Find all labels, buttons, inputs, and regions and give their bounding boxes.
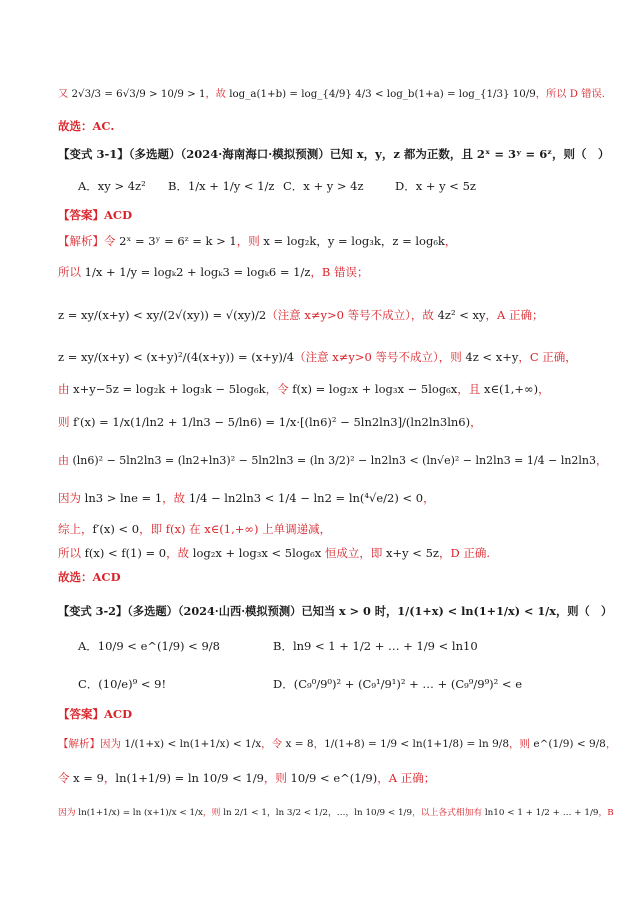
option-32-a: A．10/9 < e^(1/9) < 9/8 (78, 639, 220, 653)
line-l01-part: 2√3/3 = 6√3/9 > 10/9 > 1 (71, 88, 206, 100)
line-l10-part: x+y−5z = log₂k + log₃k − 5log₆k (73, 382, 266, 396)
line-l23-part: ln 2/1 < 1，ln 3/2 < 1/2，…，ln 10/9 < 1/9 (223, 808, 413, 818)
line-l21-part: 【解析】因为 (58, 738, 125, 750)
line-l11 (58, 414, 612, 430)
line-l07-part: ，B 错误； (310, 265, 369, 279)
option-31-b: B．1/x + 1/y < 1/z (168, 179, 275, 193)
line-l12-part: ， (596, 454, 608, 467)
line-l06-part: 【解析】令 (58, 234, 120, 248)
line-l21-part: 1/(1+x) < ln(1+1/x) < 1/x (124, 738, 262, 750)
line-l15-part: ，故 (166, 546, 193, 560)
line-l10-part: ，且 (457, 382, 484, 396)
line-l09-part: （注意 x≠y>0 等号不成立），则 (294, 350, 466, 364)
line-l14-part: ，即 f(x) 在 x∈(1,+∞) 上单调递减， (139, 522, 332, 536)
line-l06-part: 2ˣ = 3ʸ = 6ᶻ = k > 1 (119, 234, 237, 248)
line-l22-part: 令 (58, 771, 74, 785)
line-l01-part: ，所以 D 错误. (535, 88, 606, 100)
line-l08-part: z = xy/(x+y) < xy/(2√(xy)) = √(xy)/2 (58, 308, 267, 322)
line-l23-part: 因为 (58, 808, 79, 818)
line-l15-part: ，D 正确. (438, 546, 490, 560)
option-31-c: C．x + y > 4z (283, 179, 364, 193)
option-32-b: B．ln9 < 1 + 1/2 + … + 1/9 < ln10 (273, 639, 478, 653)
line-l13-part: ，故 (162, 491, 189, 505)
line-l14 (58, 521, 612, 537)
line-l23-part: ，以上各式相加有 (412, 808, 485, 818)
line-l11-part: 则 (58, 415, 74, 429)
line-l10 (58, 381, 612, 397)
line-l15-part: x+y < 5z (386, 546, 439, 560)
line-l12 (58, 453, 612, 469)
line-l21-part: x = 8 (285, 738, 314, 750)
option-32-d: D．(C₉⁰/9⁰)² + (C₉¹/9¹)² + … + (C₉⁹/9⁹)² < e (273, 677, 523, 691)
line-l09-part: 4z < x+y (465, 350, 519, 364)
line-l23-part: ，则 (202, 808, 224, 818)
line-l13-part: 1/4 − ln2ln3 < 1/4 − ln2 = ln(⁴√e/2) < 0 (188, 491, 424, 505)
line-l06-part: ，则 (236, 234, 264, 248)
line-l05-part: 【答案】ACD (58, 208, 133, 222)
line-l15-part: 所以 (58, 546, 85, 560)
line-l16 (58, 569, 612, 585)
line-l22 (58, 770, 612, 786)
line-l15-part: f(x) < f(1) = 0 (84, 546, 167, 560)
line-l06-part: ， (444, 234, 457, 248)
line-l01-part: ，故 (205, 88, 230, 100)
line-l08 (58, 307, 612, 323)
line-l22-part: ，则 (263, 771, 291, 785)
line-l15-part: 恒成立，即 (321, 546, 386, 560)
line-l21-part: 1/(1+8) = 1/9 < ln(1+1/8) = ln 9/8 (324, 738, 510, 750)
line-l20 (58, 706, 612, 722)
line-l07 (58, 264, 612, 280)
line-l07-part: 所以 (58, 265, 85, 279)
line-l11-part: ， (470, 415, 482, 429)
line-l23-part: ln(1+1/x) = ln (x+1)/x < 1/x (78, 808, 203, 818)
line-l15 (58, 545, 612, 561)
line-l12-part: 由 (58, 454, 73, 467)
line-l21-part: ， (605, 738, 617, 750)
line-l23-part: ，B (598, 808, 614, 818)
line-l03 (58, 146, 612, 162)
option-31-d: D．x + y < 5z (395, 179, 476, 193)
line-l21-part: ，令 (261, 738, 286, 750)
line-l09-part: ，C 正确， (518, 350, 577, 364)
line-l11-part: f′(x) = 1/x(1/ln2 + 1/ln3 − 5/ln6) = 1/x·[(ln6)² − 5ln2ln3]/(ln2ln3ln6) (73, 415, 471, 429)
line-l09-part: z = xy/(x+y) < (x+y)²/(4(x+y)) = (x+y)/4 (58, 350, 295, 364)
line-l10-part: ，令 (265, 382, 293, 396)
line-l14-part: 综上， (58, 522, 93, 536)
line-l01-part: 又 (58, 88, 72, 100)
line-l08-part: 4z² < xy (437, 308, 486, 322)
line-l23 (58, 805, 612, 821)
line-l21 (58, 736, 617, 752)
line-l14-part: f′(x) < 0 (92, 522, 140, 536)
line-l23-part: ln10 < 1 + 1/2 + … + 1/9 (484, 808, 599, 818)
line-l07-part: 1/x + 1/y = logₖ2 + logₖ3 = logₖ6 = 1/z (84, 265, 311, 279)
line-l08-part: （注意 x≠y>0 等号不成立），故 (266, 308, 438, 322)
line-l17-part: 【变式 3-2】（多选题）（2024·山西·模拟预测）已知当 x > 0 时，1/(1+x) < ln(1+1/x) < 1/x，则（ ） (58, 604, 613, 618)
line-l13-part: 因为 (58, 491, 85, 505)
line-l06 (58, 233, 612, 249)
line-l10-part: x∈(1,+∞) (483, 382, 539, 396)
line-l21-part: ， (313, 738, 325, 750)
line-l13-part: ln3 > lne = 1 (84, 491, 163, 505)
line-l15-part: log₂x + log₃x < 5log₆x (192, 546, 322, 560)
line-l08-part: ，A 正确； (485, 308, 544, 322)
line-l01-part: log_a(1+b) = log_{4/9} 4/3 < log_b(1+a) = log_{1/3} 10/9 (229, 88, 536, 100)
line-l21-part: ，则 (509, 738, 534, 750)
line-l02-part: 故选：AC. (58, 119, 115, 133)
line-l17 (58, 603, 612, 619)
line-l22-part: ，A 正确； (377, 771, 436, 785)
line-l05 (58, 207, 612, 223)
line-l13 (58, 490, 612, 506)
line-l22-part: 10/9 < e^(1/9) (290, 771, 378, 785)
line-l10-part: f(x) = log₂x + log₃x − 5log₆x (292, 382, 458, 396)
option-32-c: C．(10/e)⁹ < 9! (78, 677, 167, 691)
line-l09 (58, 349, 612, 365)
line-l10-part: ， (538, 382, 550, 396)
line-l02 (58, 118, 612, 134)
line-l22-part: x = 9 (73, 771, 104, 785)
line-l20-part: 【答案】ACD (58, 707, 133, 721)
line-l03-part: 【变式 3-1】（多选题）（2024·海南海口·模拟预测）已知 x，y，z 都为正数，且 2ˣ = 3ʸ = 6ᶻ，则（ ） (58, 147, 610, 161)
line-l10-part: 由 (58, 382, 74, 396)
line-l21-part: e^(1/9) < 9/8 (533, 738, 606, 750)
line-l12-part: (ln6)² − 5ln2ln3 = (ln2+ln3)² − 5ln2ln3 = (ln 3/2)² − ln2ln3 < (ln√e)² − ln2ln3 = 1/4 − ln2ln3 (72, 454, 597, 467)
line-l16-part: 故选：ACD (58, 570, 121, 584)
line-l01 (58, 86, 612, 102)
line-l22-part: ln(1+1/9) = ln 10/9 < 1/9 (115, 771, 264, 785)
line-l13-part: ， (423, 491, 435, 505)
line-l06-part: x = log₂k，y = log₃k，z = log₆k (263, 234, 445, 248)
option-31-a: A．xy > 4z² (78, 179, 146, 193)
line-l22-part: ， (103, 771, 116, 785)
